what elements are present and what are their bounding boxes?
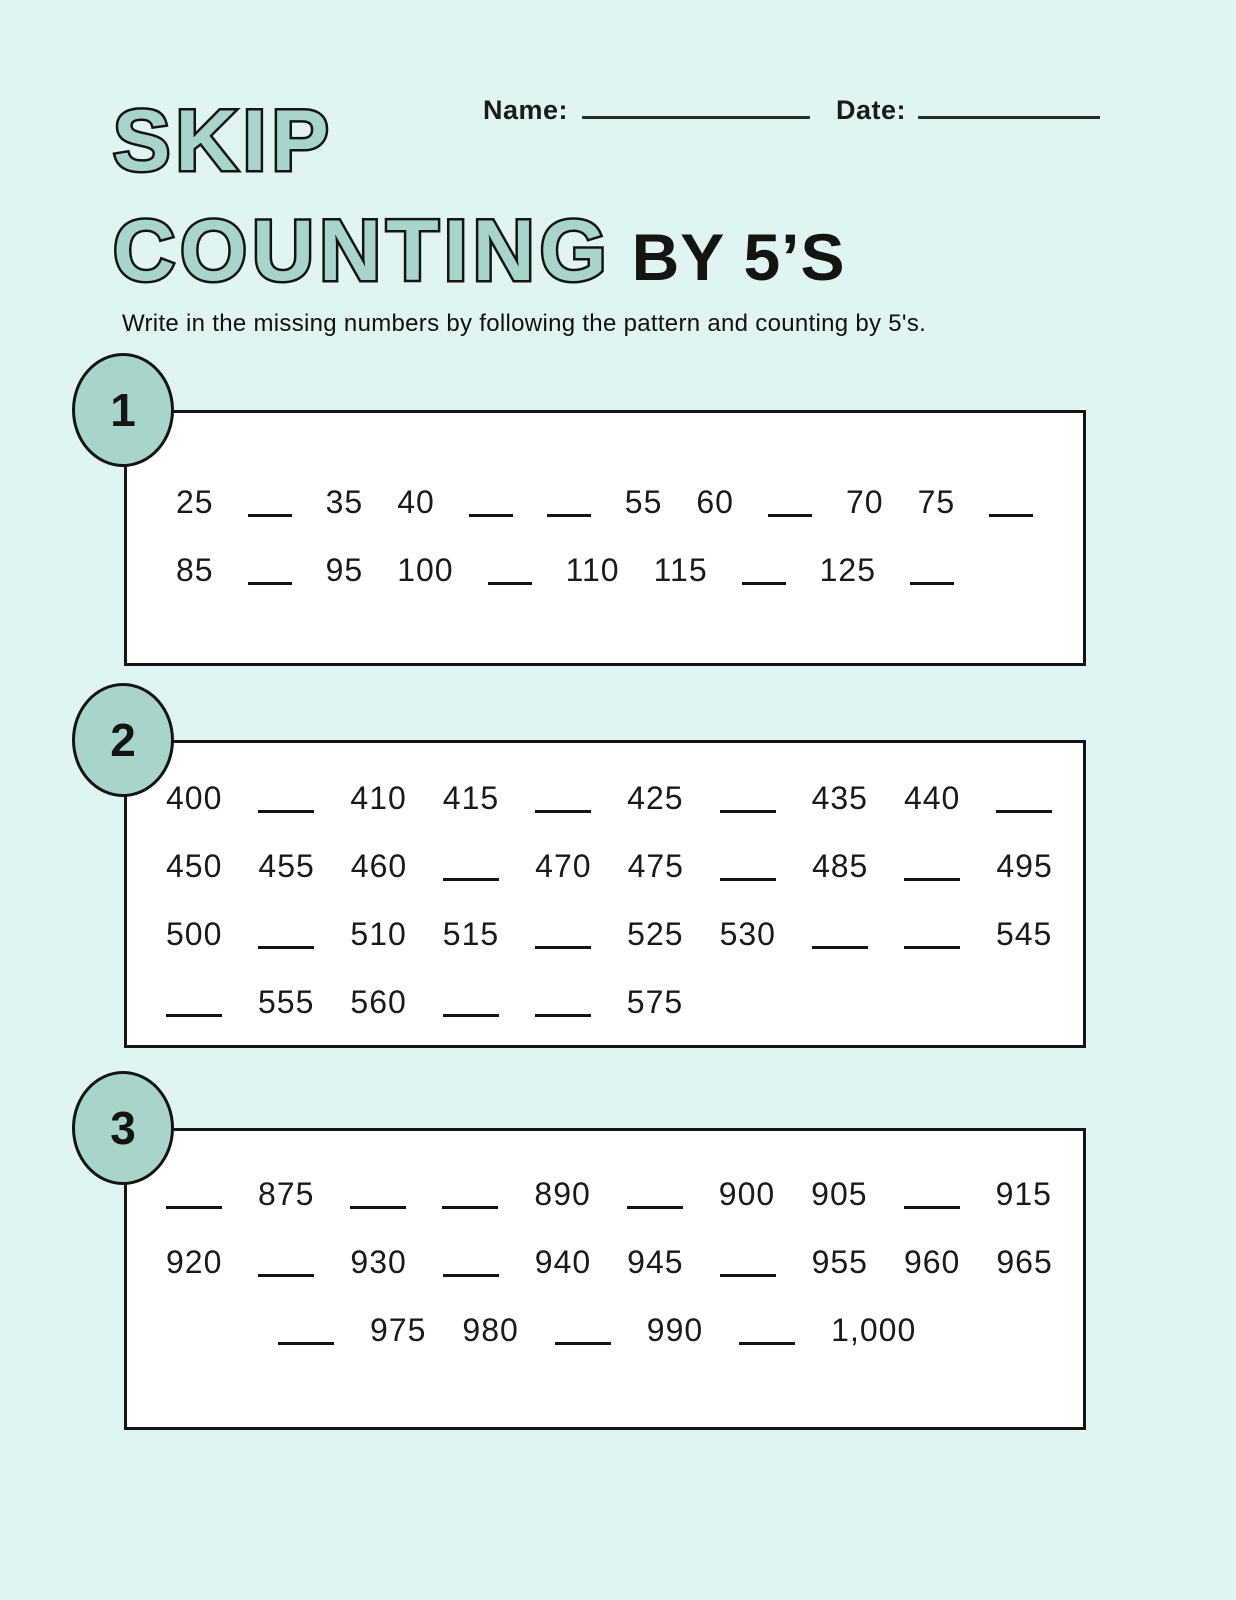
number-value: 410 bbox=[350, 780, 407, 816]
number-value: 115 bbox=[653, 552, 708, 588]
blank-answer-line[interactable] bbox=[742, 577, 786, 585]
number-value: 975 bbox=[370, 1312, 427, 1348]
blank-answer-line[interactable] bbox=[547, 509, 591, 517]
number-value: 920 bbox=[166, 1244, 223, 1280]
blank-answer-line[interactable] bbox=[535, 941, 591, 949]
number-value: 70 bbox=[845, 484, 884, 520]
number-row bbox=[166, 1170, 1086, 1218]
number-value: 485 bbox=[811, 848, 869, 884]
number-row bbox=[166, 1238, 1086, 1286]
number-value: 40 bbox=[397, 484, 435, 520]
number-value: 560 bbox=[350, 984, 407, 1020]
section-3-badge bbox=[72, 1071, 174, 1185]
blank-answer-line[interactable] bbox=[904, 941, 960, 949]
number-value: 510 bbox=[350, 916, 407, 952]
number-value: 55 bbox=[624, 484, 663, 520]
name-label: Name: bbox=[483, 95, 569, 125]
title-skip: SKIP bbox=[113, 93, 334, 189]
number-value: 940 bbox=[534, 1244, 592, 1280]
number-value: 495 bbox=[996, 848, 1053, 884]
number-value: 100 bbox=[397, 552, 454, 588]
number-value: 475 bbox=[627, 848, 684, 884]
number-value: 545 bbox=[995, 916, 1053, 952]
blank-answer-line[interactable] bbox=[248, 577, 292, 585]
date-write-line[interactable] bbox=[918, 97, 1100, 119]
number-value: 930 bbox=[350, 1244, 407, 1280]
number-value: 425 bbox=[627, 780, 684, 816]
number-value: 450 bbox=[166, 848, 223, 884]
number-row bbox=[166, 910, 1086, 958]
number-row bbox=[176, 478, 1086, 526]
number-value: 35 bbox=[325, 484, 364, 520]
number-row bbox=[176, 546, 1086, 594]
number-value: 95 bbox=[325, 552, 364, 588]
number-value: 965 bbox=[996, 1244, 1053, 1280]
section-1-badge bbox=[72, 353, 174, 467]
blank-answer-line[interactable] bbox=[910, 577, 954, 585]
number-value: 530 bbox=[719, 916, 776, 952]
number-value: 435 bbox=[811, 780, 868, 816]
number-row bbox=[166, 842, 1086, 890]
section-2-rows bbox=[124, 740, 1086, 1026]
section-2 bbox=[110, 714, 1086, 1048]
blank-answer-line[interactable] bbox=[555, 1337, 611, 1345]
section-3-rows bbox=[124, 1128, 1086, 1354]
blank-answer-line[interactable] bbox=[812, 941, 868, 949]
blank-answer-line[interactable] bbox=[739, 1337, 795, 1345]
blank-answer-line[interactable] bbox=[627, 1201, 683, 1209]
number-value: 945 bbox=[627, 1244, 684, 1280]
number-value: 955 bbox=[811, 1244, 868, 1280]
number-value: 980 bbox=[462, 1312, 519, 1348]
blank-answer-line[interactable] bbox=[720, 1269, 776, 1277]
blank-answer-line[interactable] bbox=[443, 1009, 499, 1017]
date-label: Date: bbox=[836, 95, 907, 125]
number-value: 125 bbox=[819, 552, 876, 588]
section-3 bbox=[110, 1102, 1086, 1430]
number-value: 460 bbox=[350, 848, 408, 884]
blank-answer-line[interactable] bbox=[904, 873, 960, 881]
blank-answer-line[interactable] bbox=[278, 1337, 334, 1345]
number-value: 515 bbox=[442, 916, 500, 952]
blank-answer-line[interactable] bbox=[996, 805, 1052, 813]
blank-answer-line[interactable] bbox=[166, 1201, 222, 1209]
blank-answer-line[interactable] bbox=[535, 1009, 591, 1017]
number-value: 500 bbox=[166, 916, 223, 952]
number-value: 905 bbox=[811, 1176, 868, 1212]
number-row bbox=[166, 978, 1086, 1026]
instruction-text: Write in the missing numbers by following the pattern and counting by 5's. bbox=[122, 310, 927, 337]
number-value: 960 bbox=[903, 1244, 961, 1280]
number-value: 525 bbox=[627, 916, 684, 952]
number-value: 110 bbox=[565, 552, 620, 588]
number-row bbox=[166, 1306, 1086, 1354]
blank-answer-line[interactable] bbox=[768, 509, 812, 517]
blank-answer-line[interactable] bbox=[166, 1009, 222, 1017]
number-value: 470 bbox=[535, 848, 592, 884]
number-value: 900 bbox=[718, 1176, 776, 1212]
number-value: 890 bbox=[534, 1176, 591, 1212]
number-value: 575 bbox=[626, 984, 684, 1020]
number-value: 415 bbox=[442, 780, 500, 816]
number-value: 455 bbox=[258, 848, 315, 884]
section-badge-number: 3 bbox=[110, 1102, 136, 1154]
number-value: 75 bbox=[917, 484, 956, 520]
title-by-5s: BY 5’S bbox=[631, 220, 846, 294]
blank-answer-line[interactable] bbox=[469, 509, 513, 517]
number-value: 555 bbox=[258, 984, 315, 1020]
blank-answer-line[interactable] bbox=[258, 1269, 314, 1277]
blank-answer-line[interactable] bbox=[443, 1269, 499, 1277]
number-value: 60 bbox=[696, 484, 734, 520]
number-value: 990 bbox=[646, 1312, 704, 1348]
blank-answer-line[interactable] bbox=[720, 805, 776, 813]
section-badge-number: 2 bbox=[110, 714, 136, 766]
section-badge-number: 1 bbox=[110, 384, 136, 436]
blank-answer-line[interactable] bbox=[989, 509, 1033, 517]
blank-answer-line[interactable] bbox=[258, 941, 314, 949]
number-value: 1,000 bbox=[831, 1312, 917, 1348]
blank-answer-line[interactable] bbox=[442, 1201, 498, 1209]
page-title bbox=[113, 93, 846, 299]
blank-answer-line[interactable] bbox=[258, 805, 314, 813]
section-1 bbox=[110, 384, 1086, 666]
number-value: 85 bbox=[176, 552, 214, 588]
number-value: 25 bbox=[176, 484, 214, 520]
blank-answer-line[interactable] bbox=[350, 1201, 406, 1209]
blank-answer-line[interactable] bbox=[488, 577, 532, 585]
number-value: 875 bbox=[258, 1176, 315, 1212]
number-value: 440 bbox=[903, 780, 961, 816]
blank-answer-line[interactable] bbox=[535, 805, 591, 813]
title-counting: COUNTING bbox=[113, 203, 612, 299]
blank-answer-line[interactable] bbox=[720, 873, 776, 881]
blank-answer-line[interactable] bbox=[248, 509, 292, 517]
blank-answer-line[interactable] bbox=[443, 873, 499, 881]
section-2-badge bbox=[72, 683, 174, 797]
section-1-rows bbox=[124, 410, 1086, 594]
number-value: 915 bbox=[995, 1176, 1052, 1212]
number-row bbox=[166, 774, 1086, 822]
blank-answer-line[interactable] bbox=[904, 1201, 960, 1209]
number-value: 400 bbox=[166, 780, 223, 816]
